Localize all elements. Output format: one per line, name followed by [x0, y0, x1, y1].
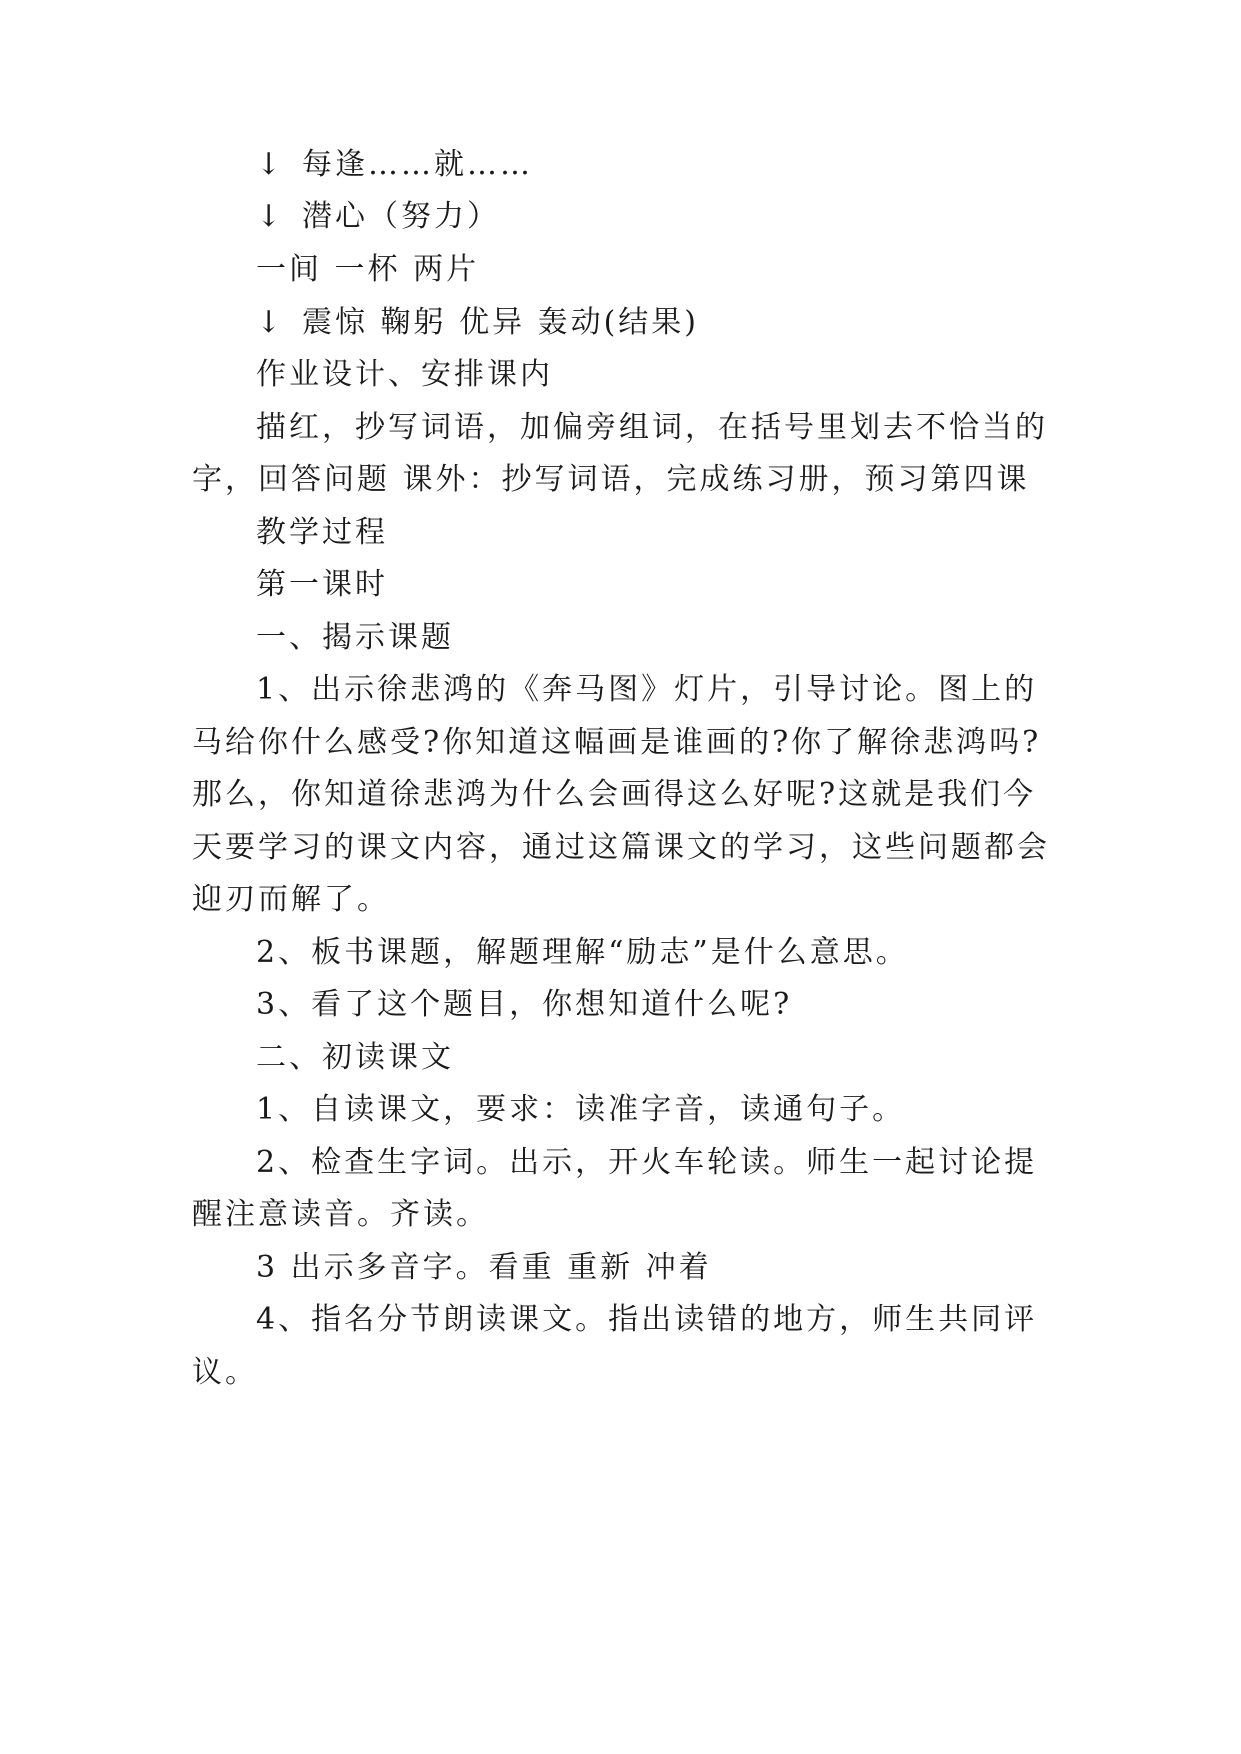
down-arrow-icon: ↓: [256, 199, 285, 234]
section-1-p1-line-2: 马给你什么感受?你知道这幅画是谁画的?你了解徐悲鸿吗?: [192, 725, 1042, 760]
section-2-p4-line-1: 4、指名分节朗读课文。指出读错的地方，师生共同评: [256, 1302, 1038, 1337]
homework-body-line-2: 字，回答问题 课外：抄写词语，完成练习册，预习第四课: [192, 462, 1030, 497]
section-1-p1-line-5: 迎刃而解了。: [192, 882, 390, 917]
board-line-1: [256, 145, 1136, 185]
section-2-heading: 二、初读课文: [256, 1040, 454, 1075]
section-1-p2: 2、板书课题，解题理解“励志”是什么意思。: [256, 935, 909, 970]
board-line-2-text: 潜心（努力）: [302, 199, 500, 234]
down-arrow-icon: ↓: [256, 305, 285, 340]
board-line-4: [256, 303, 1136, 343]
board-line-1-text: 每逢……就……: [302, 147, 533, 182]
lesson-heading: 第一课时: [256, 567, 388, 602]
section-2-p1: 1、自读课文，要求：读准字音，读通句子。: [256, 1092, 906, 1127]
process-heading: 教学过程: [256, 515, 388, 550]
down-arrow-icon: ↓: [256, 147, 285, 182]
homework-body-line-1: 描红，抄写词语，加偏旁组词，在括号里划去不恰当的: [256, 410, 1048, 445]
section-1-p1-line-3: 那么，你知道徐悲鸿为什么会画得这么好呢?这就是我们今: [192, 777, 1037, 812]
section-1-p1-line-1: 1、出示徐悲鸿的《奔马图》灯片，引导讨论。图上的: [256, 672, 1038, 707]
board-line-3: 一间 一杯 两片: [256, 252, 480, 287]
section-2-p2-line-1: 2、检查生字词。出示，开火车轮读。师生一起讨论提: [256, 1145, 1038, 1180]
section-2-p4-line-2: 议。: [192, 1355, 258, 1390]
section-1-p1-line-4: 天要学习的课文内容，通过这篇课文的学习，这些问题都会: [192, 830, 1050, 865]
section-2-p2-line-2: 醒注意读音。齐读。: [192, 1197, 489, 1232]
section-1-heading: 一、揭示课题: [256, 620, 454, 655]
board-line-2: [256, 197, 1136, 237]
section-2-p3: 3 出示多音字。看重 重新 冲着: [256, 1250, 712, 1285]
board-line-4-text: 震惊 鞠躬 优异 轰动(结果): [302, 305, 700, 340]
section-1-p3: 3、看了这个题目，你想知道什么呢?: [256, 987, 793, 1022]
homework-heading: 作业设计、安排课内: [256, 357, 553, 392]
